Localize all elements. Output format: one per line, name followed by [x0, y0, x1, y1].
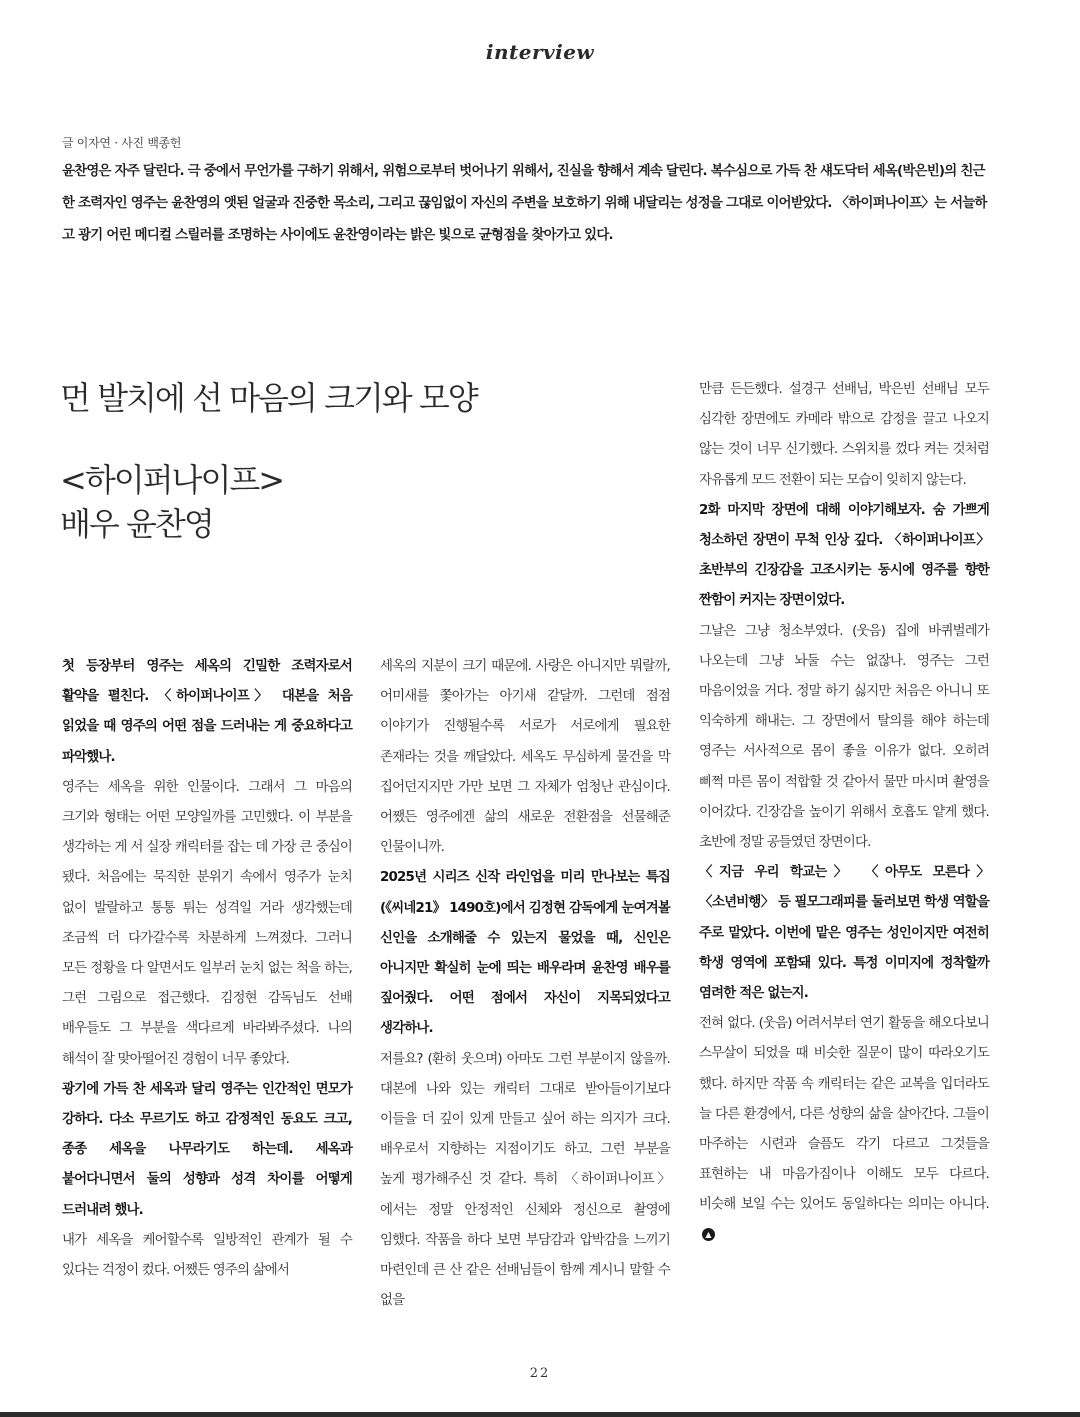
interview-answer: 영주는 세옥을 위한 인물이다. 그래서 그 마음의 크기와 형태는 어떤 모양일까를 고민했다. 이 부분을 생각하는 게 서 실장 캐릭터를 잡는 데 가장 큰 중심이 됐다. 처음에는 묵직한 분위기 속에서 영주가 눈치 없이 발랄하고 통통 튀는 성격일 거라 생각했는데 조금씩 더 다가갈수록 차분하게 느껴졌다. 그러니 모든 정황을 다 알면서도 일부러 눈치 없는 척을 하는, 그런 그림으로 접근했다. 김정현 감독님도 선배 배우들도 그 부분을 색다르게 바라봐주셨다. 나의 해석이 잘 맞아떨어진 경험이 너무 좋았다. [62, 779, 352, 1067]
final-answer-text: 전혀 없다. (웃음) 어려서부터 연기 활동을 해오다보니 스무살이 되었을 때 비슷한 질문이 많이 따라오기도 했다. 하지만 작품 속 캐릭터는 같은 교복을 입더라도 늘 다른 환경에서, 다른 성향의 삶을 살아간다. 그들이 마주하는 시련과 슬픔도 각기 다르고 그것들을 표현하는 내 마음가짐이나 이해도 모두 다르다. 비슷해 보일 수는 있어도 동일하다는 의미는 아니다. [699, 1016, 989, 1213]
text-column-1 [62, 652, 352, 1286]
page-number: 22 [529, 1366, 551, 1381]
article-title [60, 458, 680, 546]
section-header: interview [485, 40, 595, 64]
interview-answer: 내가 세옥을 케어할수록 일방적인 관계가 될 수 있다는 걱정이 컸다. 어쨌든 영주의 삶에서 [62, 1232, 352, 1279]
title-line-2: 배우 윤찬영 [60, 505, 213, 543]
interview-answer: 만큼 든든했다. 설경구 선배님, 박은빈 선배님 모두 심각한 장면에도 카메라 밖으로 감정을 끌고 나오지 않는 것이 너무 신기했다. 스위치를 껐다 켜는 것처럼 자유롭게 모드 전환이 되는 모습이 잊히지 않는다. [699, 382, 989, 488]
interview-answer [699, 1009, 989, 1251]
cine21-logo-icon: ▲ [702, 1228, 715, 1241]
interview-question: 첫 등장부터 영주는 세옥의 긴밀한 조력자로서 활약을 펼친다. 〈하이퍼나이프〉 대본을 처음 읽었을 때 영주의 어떤 점을 드러내는 게 중요하다고 파악했나. [62, 659, 352, 765]
title-line-1: <하이퍼나이프> [60, 461, 284, 499]
interview-answer: 세옥의 지분이 크기 때문에. 사랑은 아니지만 뭐랄까, 어미새를 쫓아가는 아기새 같달까. 그런데 점점 이야기가 진행될수록 서로가 서로에게 필요한 존재라는 것을 깨달았다. 세옥도 무심하게 물건을 막 집어던지지만 가만 보면 그 자체가 엄청난 관심이다. 어쨌든 영주에겐 삶의 새로운 전환점을 선물해준 인물이니까. [380, 659, 670, 856]
bottom-divider [0, 1412, 1080, 1417]
interview-question: 〈지금 우리 학교는〉 〈아무도 모른다〉 〈소년비행〉 등 필모그래피를 둘러보면 학생 역할을 주로 맡았다. 이번에 맡은 영주는 성인이지만 여전히 학생 영역에 포함돼 있다. 특정 이미지에 정착할까 염려한 적은 없는지. [699, 865, 989, 1002]
headline: 먼 발치에 선 마음의 크기와 모양 [60, 379, 477, 417]
interview-question: 2025년 시리즈 신작 라인업을 미리 만나보는 특집(《씨네21》 1490호)에서 김정현 감독에게 눈여겨볼 신인을 소개해줄 수 있는지 물었을 때, 신인은 아니지만 확실히 눈에 띄는 배우라며 윤찬영 배우를 짚어줬다. 어떤 점에서 자신이 지목되었다고 생각하나. [380, 870, 670, 1037]
interview-question: 광기에 가득 찬 세옥과 달리 영주는 인간적인 면모가 강하다. 다소 무르기도 하고 감정적인 동요도 크고, 종종 세옥을 나무라기도 하는데. 세옥과 붙어다니면서 둘의 성향과 성격 차이를 어떻게 드러내려 했나. [62, 1081, 352, 1218]
lead-paragraph: 윤찬영은 자주 달린다. 극 중에서 무언가를 구하기 위해서, 위험으로부터 벗어나기 위해서, 진실을 향해서 계속 달린다. 복수심으로 가득 찬 섀도닥터 세옥(박은빈)의 친근한 조력자인 영주는 윤찬영의 앳된 얼굴과 진중한 목소리, 그리고 끊임없이 자신의 주변을 보호하기 위해 내달리는 성정을 그대로 이어받았다. 〈하이퍼나이프〉는 서늘하고 광기 어린 메디컬 스릴러를 조명하는 사이에도 윤찬영이라는 밝은 빛으로 균형점을 찾아가고 있다. [62, 164, 987, 243]
interview-answer: 그날은 그냥 청소부였다. (웃음) 집에 바퀴벌레가 나오는데 그냥 놔둘 수는 없잖나. 영주는 그런 마음이었을 거다. 정말 하기 싫지만 처음은 아니니 또 익숙하게 해내는. 그 장면에서 탈의를 해야 하는데 영주는 서사적으로 몸이 좋을 이유가 없다. 오히려 삐쩍 마른 몸이 적합할 것 같아서 물만 마시며 촬영을 이어갔다. 긴장감을 높이기 위해서 호흡도 얕게 했다. 초반에 정말 공들였던 장면이다. [699, 623, 989, 851]
byline: 글 이자연 · 사진 백종헌 [62, 136, 182, 150]
interview-answer: 저를요? (환히 웃으며) 아마도 그런 부분이지 않을까. 대본에 나와 있는 캐릭터 그대로 받아들이기보다 이들을 더 깊이 있게 만들고 싶어 하는 의지가 크다. 배우로서 지향하는 지점이기도 하고. 그런 부분을 높게 평가해주신 것 같다. 특히 〈하이퍼나이프〉에서는 정말 안정적인 신체와 정신으로 촬영에 임했다. 작품을 하다 보면 부담감과 압박감을 느끼기 마련인데 큰 산 같은 선배님들이 함께 계시니 말할 수 없을 [380, 1051, 670, 1309]
interview-question: 2화 마지막 장면에 대해 이야기해보자. 숨 가쁘게 청소하던 장면이 무척 인상 깊다. 〈하이퍼나이프〉 초반부의 긴장감을 고조시키는 동시에 영주를 향한 짠함이 커지는 장면이었다. [699, 502, 989, 609]
text-column-2 [380, 652, 670, 1316]
text-column-3 [699, 375, 989, 1251]
